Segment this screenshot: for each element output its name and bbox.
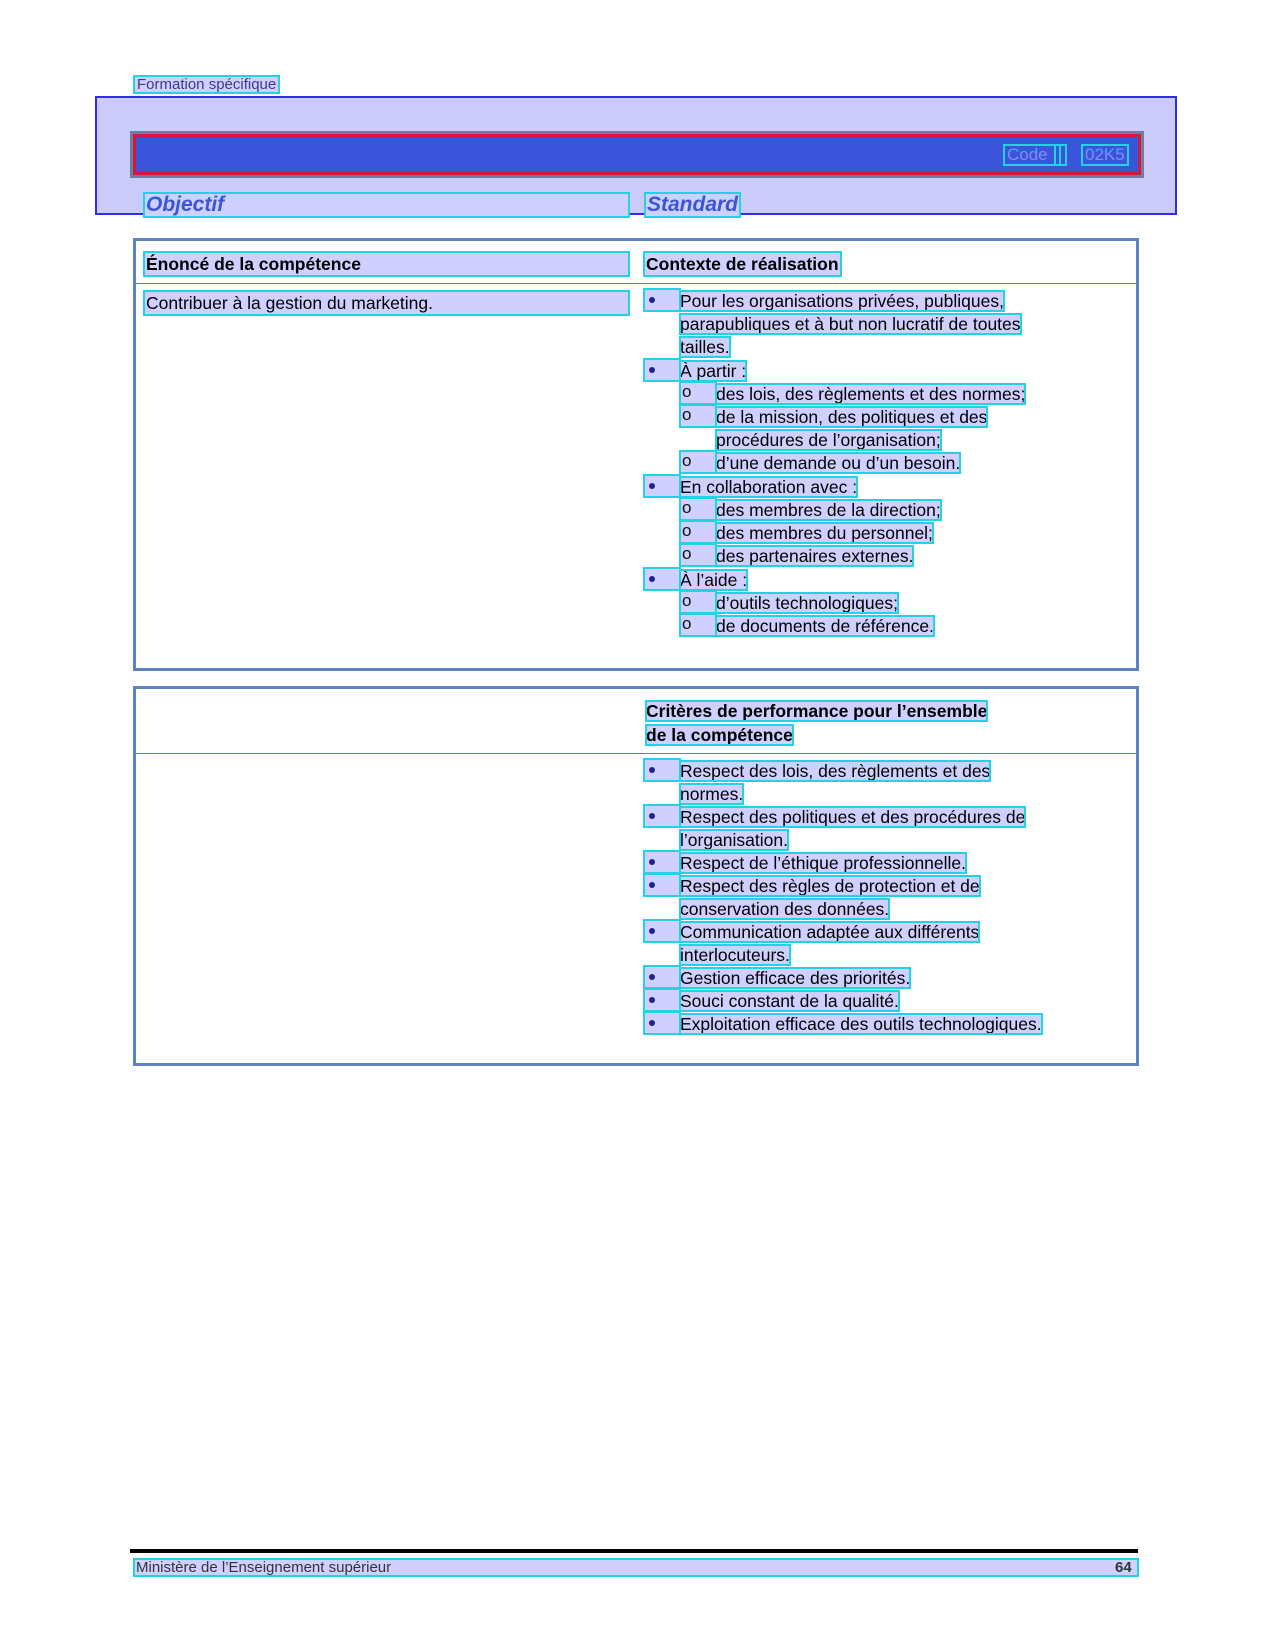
context-subitem: [644, 614, 1074, 638]
criteria-item-text: Respect des politiques et des procédures de: [680, 807, 1026, 827]
criteria-panel: [133, 686, 1139, 1066]
context-item: [644, 568, 1074, 638]
context-sublist: [644, 498, 1074, 568]
context-subitem-text: d’outils technologiques;: [716, 593, 898, 613]
code-separator: [1055, 145, 1066, 165]
enonce-header: Énoncé de la compétence: [144, 252, 629, 276]
bullet-icon: [644, 475, 680, 497]
context-item-text: tailles.: [680, 337, 730, 357]
context-header: Contexte de réalisation: [646, 254, 839, 274]
context-sublist: [644, 382, 1074, 475]
criteria-item-text: Souci constant de la qualité.: [680, 991, 899, 1011]
criteria-item-text: Respect de l’éthique professionnelle.: [680, 853, 967, 873]
panel-divider: [136, 283, 1136, 284]
context-subitem: [644, 382, 1074, 406]
criteria-item-text: Exploitation efficace des outils technologiques.: [680, 1014, 1042, 1034]
context-item-text: Pour les organisations privées, publiques,: [680, 291, 1004, 311]
context-item: [644, 289, 1074, 359]
context-subitem-text: des membres du personnel;: [716, 523, 933, 543]
context-subitem-text: de la mission, des politiques et des: [716, 407, 988, 427]
bullet-icon: [644, 359, 680, 381]
bullet-icon: [644, 989, 680, 1011]
criteria-item: [644, 805, 1134, 852]
code-value: 02K5: [1082, 145, 1128, 165]
context-sublist: [644, 591, 1074, 638]
context-subitem: [644, 544, 1074, 568]
bullet-icon: [644, 851, 680, 873]
bullet-icon: [644, 289, 680, 311]
competence-panel: [133, 238, 1139, 671]
objective-heading: Objectif: [144, 193, 629, 217]
bullet-icon: [644, 805, 680, 827]
circle-bullet-icon: [680, 451, 716, 473]
running-header: Formation spécifique: [134, 76, 279, 93]
context-subitem: [644, 498, 1074, 522]
context-subitem: [644, 451, 1074, 475]
criteria-header-line: Critères de performance pour l’ensemble: [646, 701, 988, 721]
criteria-item-text: conservation des données.: [680, 899, 890, 919]
context-subitem-text: des lois, des règlements et des normes;: [716, 384, 1026, 404]
context-item-text: En collaboration avec :: [680, 477, 858, 497]
criteria-header-line: de la compétence: [646, 725, 793, 745]
criteria-item: [644, 966, 1134, 990]
context-item-text: parapubliques et à but non lucratif de toutes: [680, 314, 1021, 334]
bullet-icon: [644, 966, 680, 988]
bullet-icon: [644, 920, 680, 942]
context-subitem-text: de documents de référence.: [716, 616, 934, 636]
criteria-item: [644, 1012, 1134, 1036]
page-number: 64: [1115, 1559, 1132, 1576]
criteria-item: [644, 759, 1134, 806]
context-subitem-text: des membres de la direction;: [716, 500, 941, 520]
circle-bullet-icon: [680, 405, 716, 427]
bullet-icon: [644, 1012, 680, 1034]
context-item-text: À partir :: [680, 361, 747, 381]
context-subitem: [644, 521, 1074, 545]
standard-heading: Standard: [647, 193, 739, 216]
context-subitem: [644, 591, 1074, 615]
circle-bullet-icon: [680, 521, 716, 543]
context-subitem: [644, 405, 1074, 452]
circle-bullet-icon: [680, 382, 716, 404]
circle-bullet-icon: [680, 614, 716, 636]
criteria-list: [644, 759, 1134, 1035]
criteria-item-text: interlocuteurs.: [680, 945, 790, 965]
criteria-header: [644, 699, 989, 747]
bullet-icon: [644, 568, 680, 590]
footer-rule: [130, 1549, 1138, 1553]
context-list: [644, 289, 1074, 638]
context-subitem-text: d’une demande ou d’un besoin.: [716, 453, 961, 473]
code-label: Code :: [1004, 145, 1060, 165]
footer-ministry: Ministère de l’Enseignement supérieur: [134, 1559, 1138, 1576]
context-item: [644, 359, 1074, 475]
context-subitem-text: des partenaires externes.: [716, 546, 914, 566]
code-bar: [133, 134, 1141, 175]
criteria-item: [644, 920, 1134, 967]
criteria-item: [644, 874, 1134, 921]
circle-bullet-icon: [680, 544, 716, 566]
criteria-item-text: normes.: [680, 784, 744, 804]
criteria-item-text: Gestion efficace des priorités.: [680, 968, 911, 988]
context-subitem-text: procédures de l’organisation;: [716, 430, 941, 450]
criteria-item-text: l’organisation.: [680, 830, 788, 850]
bullet-icon: [644, 759, 680, 781]
enonce-text: Contribuer à la gestion du marketing.: [144, 291, 629, 315]
panel-divider: [136, 753, 1136, 754]
criteria-item: [644, 851, 1134, 875]
circle-bullet-icon: [680, 591, 716, 613]
circle-bullet-icon: [680, 498, 716, 520]
criteria-item-text: Respect des lois, des règlements et des: [680, 761, 991, 781]
context-item: [644, 475, 1074, 568]
criteria-item-text: Communication adaptée aux différents: [680, 922, 980, 942]
context-item-text: À l’aide :: [680, 570, 748, 590]
criteria-item-text: Respect des règles de protection et de: [680, 876, 980, 896]
bullet-icon: [644, 874, 680, 896]
criteria-item: [644, 989, 1134, 1013]
